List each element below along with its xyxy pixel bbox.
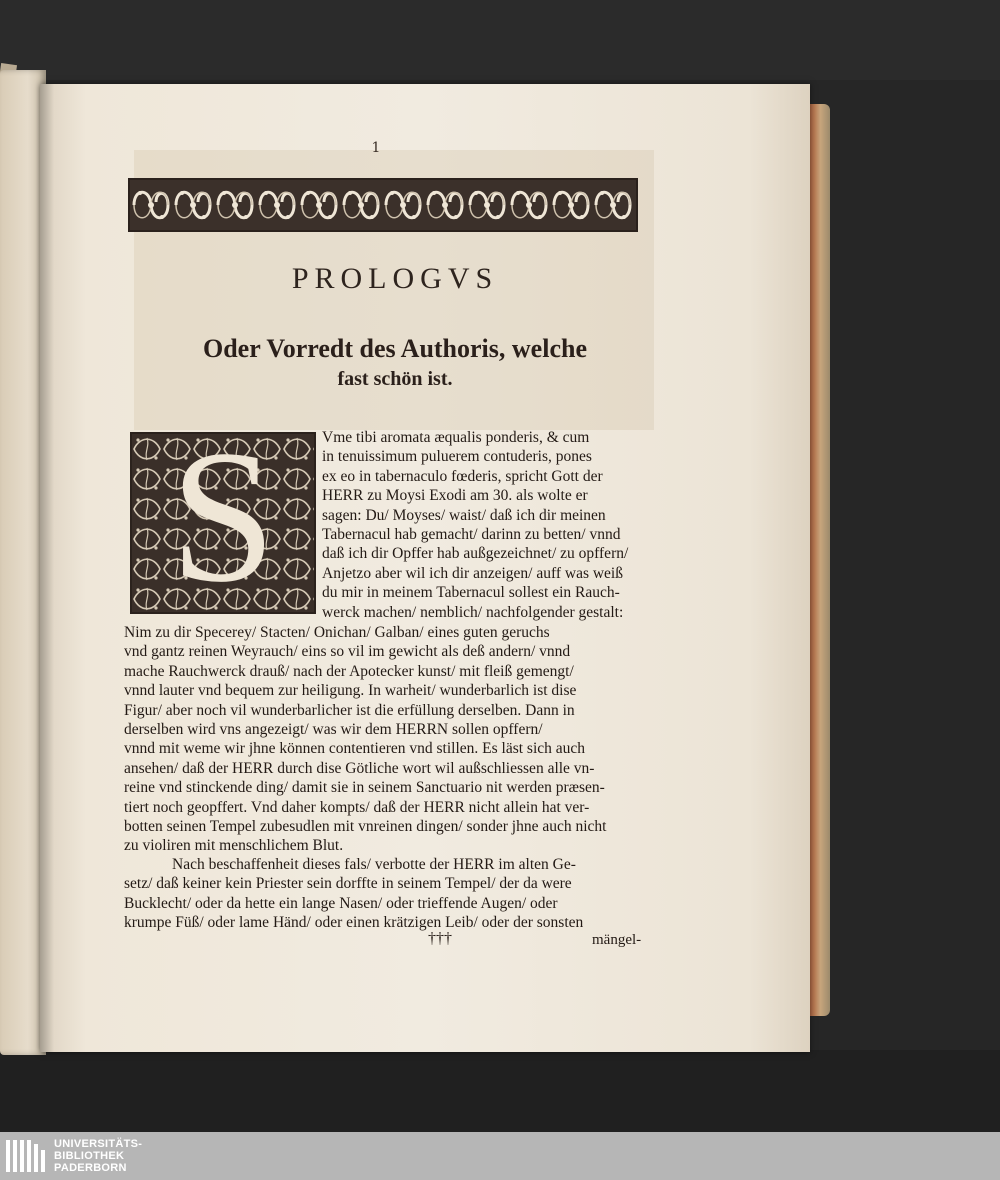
- text-line: in tenuissimum puluerem contuderis, pones: [322, 448, 592, 466]
- signature-mark: †††: [428, 930, 452, 947]
- prologue-subtitle: Oder Vorredt des Authoris, welche: [203, 334, 587, 363]
- text-line: mache Rauchwerck drauß/ nach der Apotecker kunst/ mit fleiß gemengt/: [124, 662, 574, 680]
- text-line: Nim zu dir Specerey/ Stacten/ Onichan/ Galban/ eines guten geruchs: [124, 624, 550, 641]
- text-line: vnnd mit weme wir jhne können contentieren vnd stillen. Es läst sich auch: [124, 740, 586, 758]
- text-line: reine vnd stinckende ding/ damit sie in seinem Sanctuario nit werden præsen-: [124, 779, 605, 797]
- text-line: Bucklecht/ oder da hette ein lange Nasen/ oder trieffende Augen/ oder: [124, 894, 558, 912]
- catchword: mängel-: [592, 932, 642, 948]
- text-line: vnd gantz reinen Weyrauch/ eins so vil im gewicht als deß andern/ vnnd: [124, 643, 571, 661]
- text-line: tiert noch geopffert. Vnd daher kompts/ daß der HERR nicht allein hat ver-: [124, 798, 590, 816]
- headpiece-ornament-pattern: [130, 180, 636, 230]
- text-line: ex eo in tabernaculo fœderis, spricht Gott der: [322, 467, 603, 485]
- text-line: zu violiren mit menschlichem Blut.: [124, 837, 344, 855]
- text-line: HERR zu Moysi Exodi am 30. als wolte er: [322, 487, 588, 505]
- text-line: Figur/ aber noch vil wunderbarlicher ist die erfüllung derselben. Dann in: [124, 701, 575, 719]
- logo-line-3: PADERBORN: [54, 1162, 127, 1174]
- scanner-background-top: [0, 0, 1000, 80]
- text-line: Nach beschaffenheit dieses fals/ verbotte der HERR im alten Ge-: [172, 856, 576, 873]
- text-line: daß ich dir Opffer hab außgezeichnet/ zu opffern/: [322, 545, 629, 563]
- text-line: ansehen/ daß der HERR durch dise Götliche wort wil außschliessen alle vn-: [124, 759, 595, 777]
- gutter-shadow: [40, 84, 54, 1052]
- text-line: sagen: Du/ Moyses/ waist/ daß ich dir meinen: [322, 506, 606, 524]
- library-footer-bar: [0, 1132, 1000, 1180]
- initial-letter: S: [170, 432, 276, 614]
- text-line: derselben wird vns angezeigt/ was wir dem HERRN sollen opffern/: [124, 721, 543, 738]
- text-line: vnnd lauter vnd bequem zur heiligung. In warheit/ wunderbarlich ist dise: [124, 682, 577, 700]
- text-line: setz/ daß keiner kein Priester sein dorffte in seinem Tempel/ der da were: [124, 875, 572, 893]
- text-line: du mir in meinem Tabernacul sollest ein Rauch-: [322, 584, 620, 602]
- text-line: Tabernacul hab gemacht/ darinn zu betten/ vnnd: [322, 526, 621, 543]
- text-line: Anjetzo aber wil ich dir anzeigen/ auff was weiß: [322, 564, 623, 582]
- page-number: 1: [371, 140, 381, 156]
- prologue-subtitle-continued: fast schön ist.: [337, 368, 453, 390]
- text-line: krumpe Füß/ oder lame Händ/ oder einen krätzigen Leib/ oder der sonsten: [124, 914, 584, 932]
- logo-line-1: UNIVERSITÄTS-: [54, 1138, 143, 1150]
- prologue-title: PROLOGVS: [291, 262, 499, 295]
- ornamental-headpiece: [128, 178, 638, 232]
- text-line: Vme tibi aromata æqualis ponderis, & cum: [322, 429, 590, 446]
- logo-line-2: BIBLIOTHEK: [54, 1150, 125, 1162]
- library-logo-text: [54, 1138, 142, 1174]
- text-line: botten seinen Tempel zubesudlen mit vnreinen dingen/ sonder jhne auch nicht: [124, 818, 607, 835]
- text-line: werck machen/ nemblich/ nachfolgender gestalt:: [322, 603, 624, 621]
- library-logo-icon: [6, 1140, 46, 1172]
- scanner-background-bottom: [0, 1050, 1000, 1132]
- decorated-initial: [130, 432, 316, 614]
